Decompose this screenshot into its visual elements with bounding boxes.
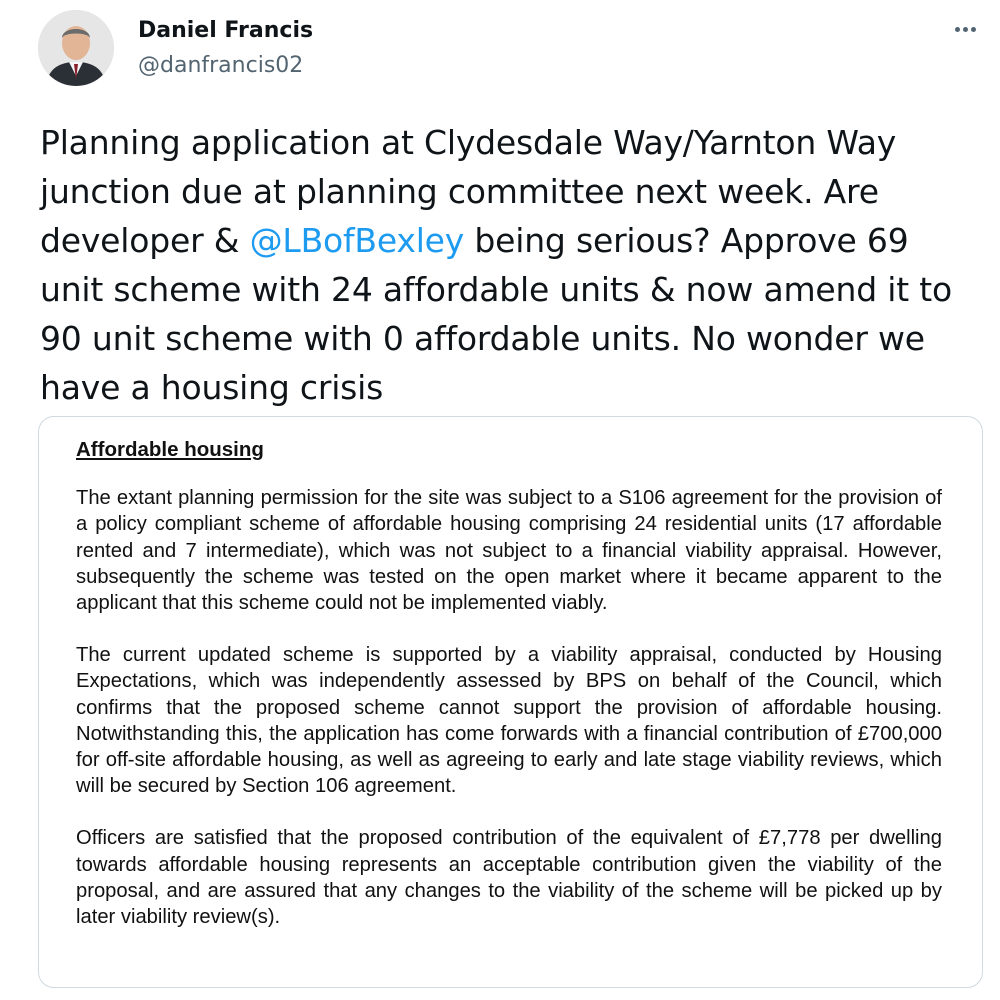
document-paragraph: Officers are satisfied that the proposed contribution of the equivalent of £7,778 per dwelling towards affordable housing represents an acceptable contribution given the viability of the proposal, and are assured that any changes to the viability of the scheme will be picked up by later viability review(s).	[76, 827, 942, 929]
tweet-text	[40, 118, 970, 412]
attached-image[interactable]	[38, 416, 983, 988]
avatar[interactable]	[38, 10, 114, 86]
tweet-text-part: being serious? Approve 69 unit scheme with 24 affordable units & now amend it to 90 unit scheme with 0 affordable units. No wonder we have a housing crisis	[40, 221, 952, 407]
document-paragraph: The extant planning permission for the site was subject to a S106 agreement for the provision of a policy compliant scheme of affordable housing comprising 24 residential units (17 affordable rented and 7 intermediate), which was not subject to a financial viability appraisal. However, subsequently the scheme was tested on the open market where it became apparent to the applicant that this scheme could not be implemented viably.	[76, 487, 942, 615]
author-handle[interactable]: @danfrancis02	[138, 53, 304, 78]
author-name[interactable]: Daniel Francis	[138, 18, 314, 43]
mention-link[interactable]: @LBofBexley	[249, 221, 465, 260]
avatar-photo	[38, 10, 114, 86]
document-excerpt	[76, 437, 942, 956]
tweet-text-part: Planning application at Clydesdale Way/Yarnton Way junction due at planning committee next week. Are developer &	[40, 123, 897, 260]
document-heading: Affordable housing	[76, 438, 264, 461]
document-paragraph: The current updated scheme is supported by a viability appraisal, conducted by Housing Expectations, which was independently assessed by BPS on behalf of the Council, which confirms that the proposed scheme cannot support the provision of affordable housing. Notwithstanding this, the application has come forwards with a financial contribution of £700,000 for off-site affordable housing, as well as agreeing to early and late stage viability reviews, which will be secured by Section 106 agreement.	[76, 644, 942, 798]
more-options-icon[interactable]	[950, 12, 982, 44]
